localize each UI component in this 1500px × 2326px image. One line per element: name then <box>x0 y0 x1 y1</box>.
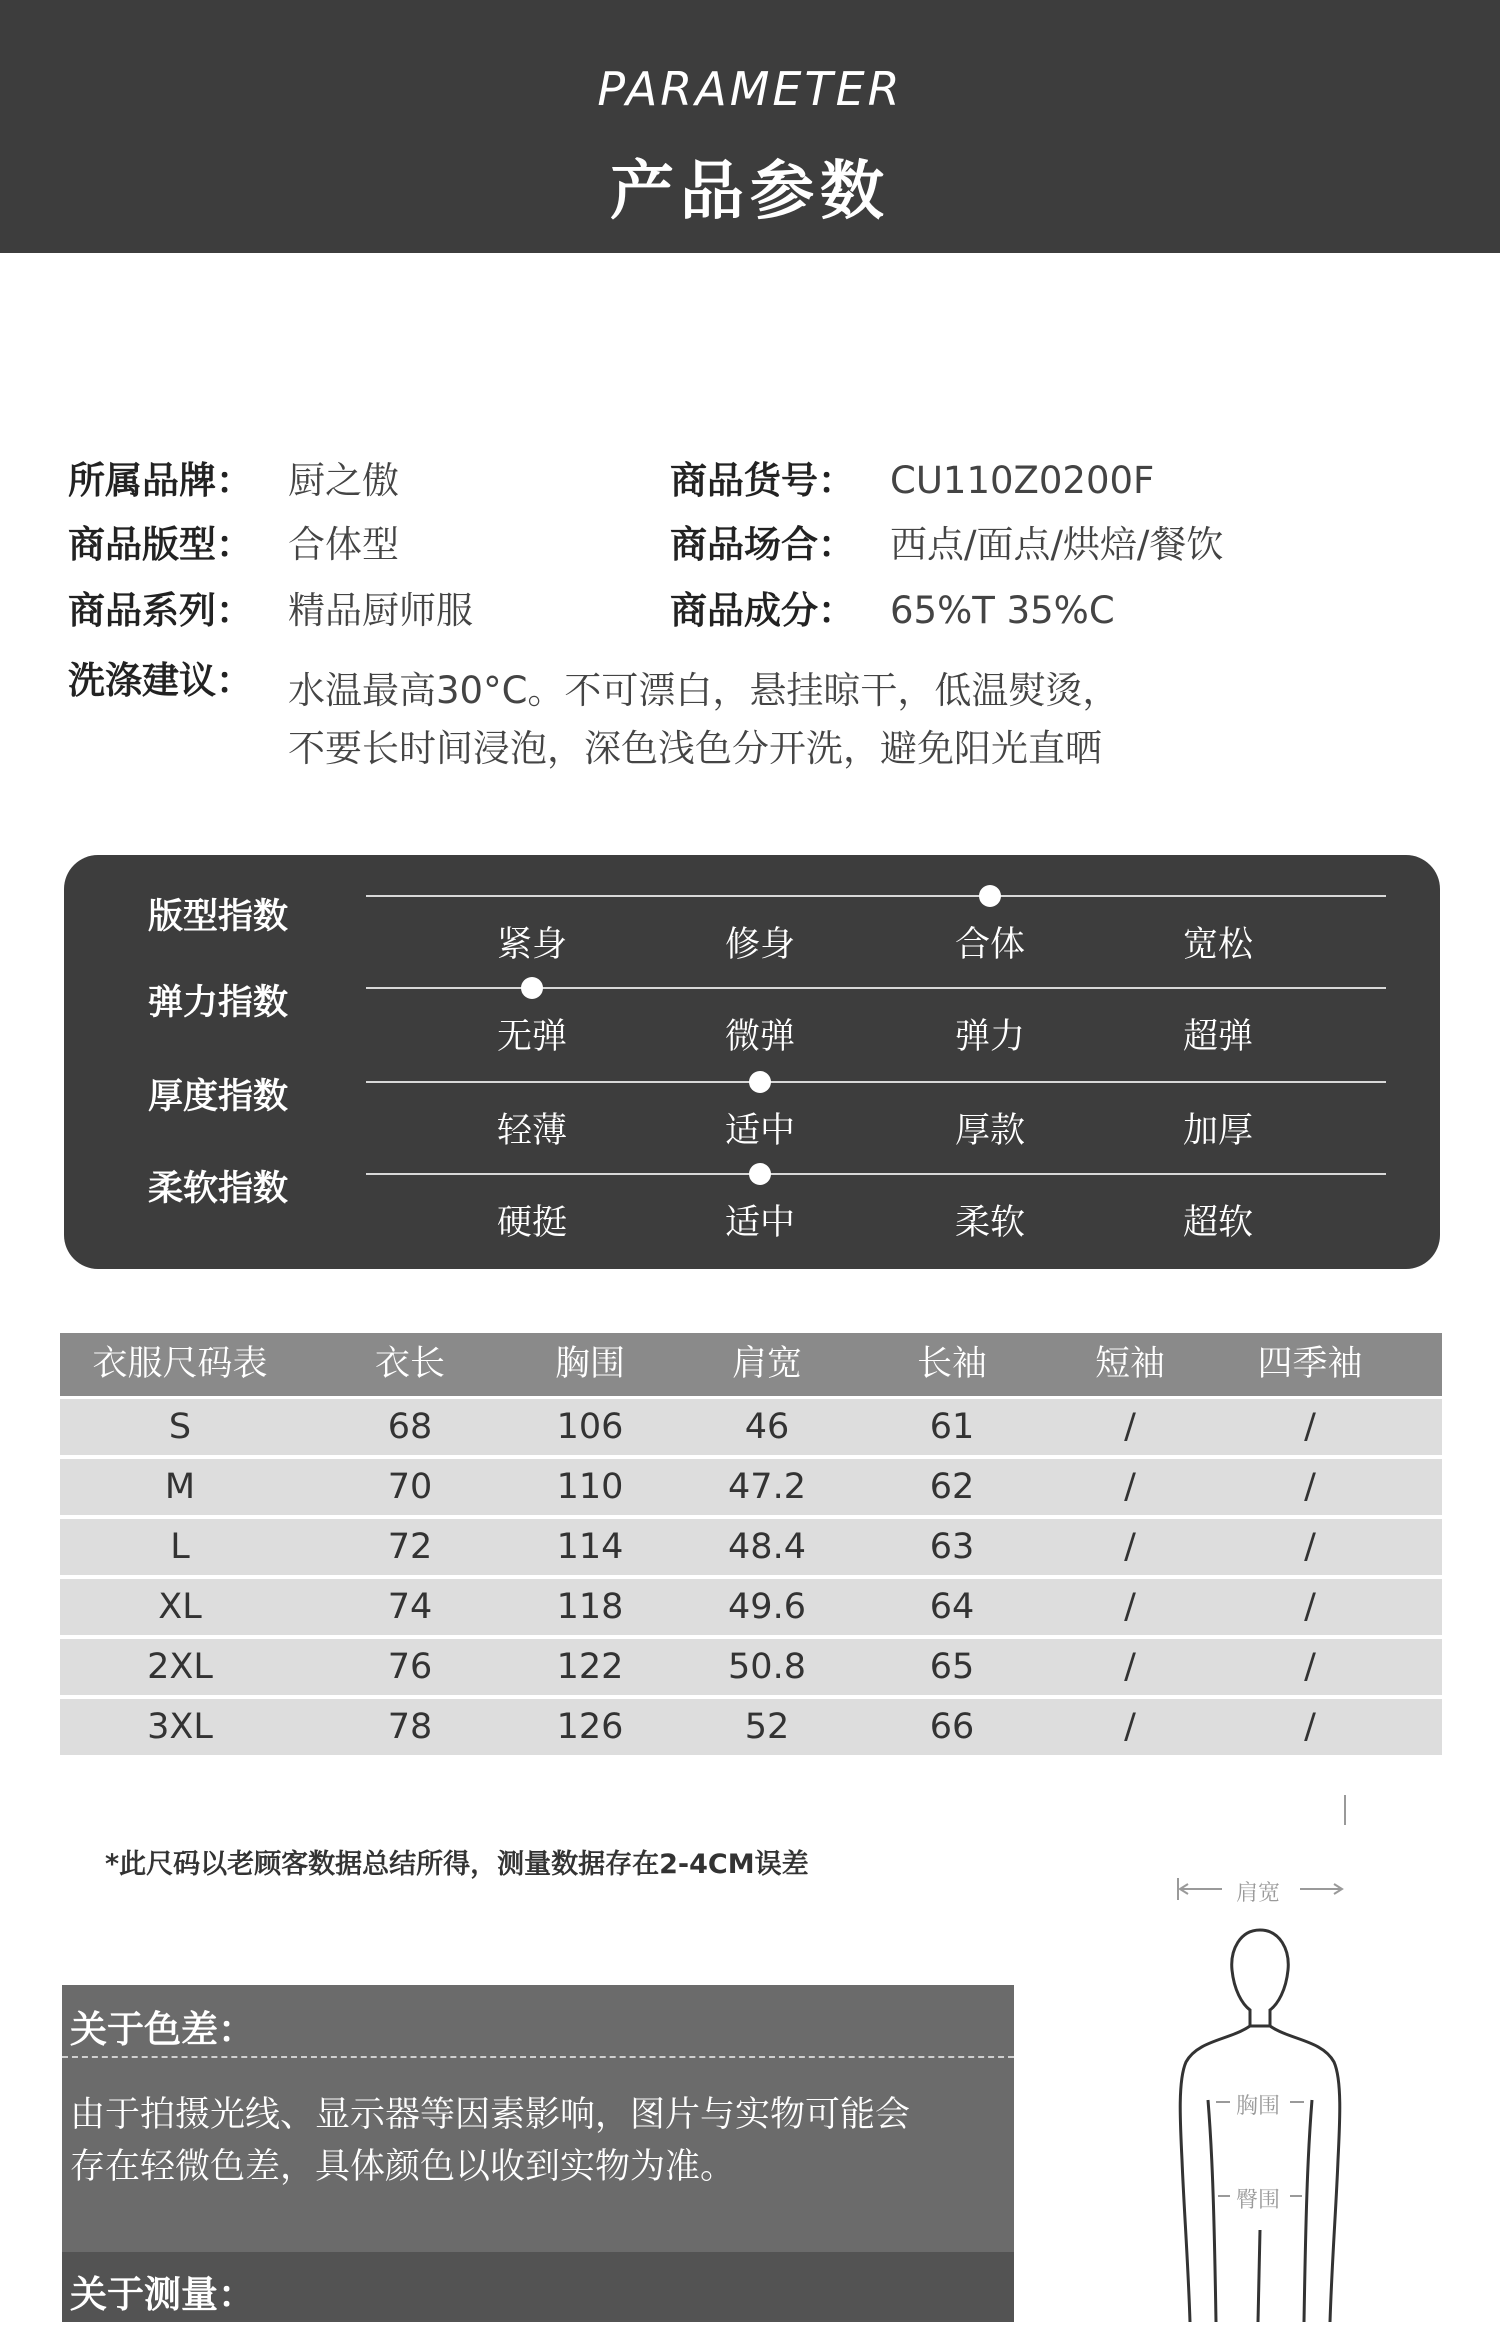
table-cell: / <box>1124 1587 1136 1627</box>
info-brand <box>68 450 399 504</box>
index-panel <box>64 855 1440 1269</box>
table-cell: / <box>1304 1407 1316 1447</box>
index-option: 硬挺 <box>496 1203 567 1243</box>
table-row <box>60 1579 1442 1635</box>
index-option: 适中 <box>724 1111 795 1151</box>
table-cell: 66 <box>929 1707 975 1747</box>
table-cell: M <box>164 1467 196 1507</box>
index-option: 柔软 <box>954 1203 1025 1243</box>
color-box-title: 关于色差： <box>70 2008 255 2051</box>
index-marker <box>749 1071 771 1093</box>
table-cell: 68 <box>387 1407 433 1447</box>
index-marker <box>979 885 1001 907</box>
measure-title: 关于测量： <box>70 2273 255 2316</box>
table-cell: 126 <box>556 1707 624 1747</box>
table-cell: 74 <box>387 1587 433 1627</box>
info-series <box>68 580 473 634</box>
info-value: 精品厨师服 <box>288 589 473 632</box>
table-cell: 63 <box>929 1527 975 1567</box>
size-table-header <box>60 1333 1442 1396</box>
table-cell: 50.8 <box>728 1647 806 1687</box>
color-box-line-1: 由于拍摄光线、显示器等因素影响，图片与实物可能会 <box>70 2095 911 2135</box>
table-header-cell: 短袖 <box>1094 1344 1165 1384</box>
table-cell: S <box>168 1407 192 1447</box>
body-outline-icon <box>1150 1790 1380 2322</box>
index-scale-line <box>366 895 1386 897</box>
table-header-cell: 衣服尺码表 <box>92 1344 268 1384</box>
index-label: 版型指数 <box>148 897 289 937</box>
info-composition <box>670 580 1115 634</box>
table-header-cell: 胸围 <box>554 1344 625 1384</box>
index-option: 无弹 <box>496 1017 567 1057</box>
table-cell: 64 <box>929 1587 975 1627</box>
index-option: 加厚 <box>1182 1111 1253 1151</box>
index-option: 紧身 <box>496 925 567 965</box>
index-scale-line <box>366 1173 1386 1175</box>
index-option: 轻薄 <box>496 1111 567 1151</box>
info-label: 商品版型： <box>68 523 253 566</box>
table-header-cell: 四季袖 <box>1257 1344 1363 1384</box>
index-option: 厚款 <box>954 1111 1025 1151</box>
index-option: 弹力 <box>954 1017 1025 1057</box>
table-cell: 2XL <box>147 1647 213 1687</box>
color-difference-box <box>62 1985 1014 2322</box>
table-cell: 118 <box>556 1587 624 1627</box>
table-row <box>60 1519 1442 1575</box>
info-label: 商品场合： <box>670 523 855 566</box>
table-cell: 106 <box>556 1407 624 1447</box>
index-option: 修身 <box>724 925 795 965</box>
table-cell: / <box>1304 1587 1316 1627</box>
table-cell: 110 <box>556 1467 624 1507</box>
table-cell: / <box>1124 1647 1136 1687</box>
table-row <box>60 1399 1442 1455</box>
table-cell: 114 <box>556 1527 624 1567</box>
index-label: 柔软指数 <box>148 1169 289 1209</box>
info-value: 厨之傲 <box>288 459 399 502</box>
info-label: 商品系列： <box>68 589 253 632</box>
table-cell: 52 <box>744 1707 790 1747</box>
table-row <box>60 1699 1442 1755</box>
table-cell: 47.2 <box>728 1467 806 1507</box>
table-cell: 122 <box>556 1647 624 1687</box>
table-cell: / <box>1124 1407 1136 1447</box>
table-cell: / <box>1304 1467 1316 1507</box>
header-title-cn: 产品参数 <box>610 155 890 229</box>
hip-label: 臀围 <box>1236 2188 1281 2213</box>
table-cell: L <box>170 1527 190 1567</box>
info-label: 所属品牌： <box>68 459 253 502</box>
table-header-cell: 衣长 <box>374 1344 445 1384</box>
index-option: 微弹 <box>724 1017 795 1057</box>
table-cell: XL <box>158 1587 202 1627</box>
table-cell: 46 <box>744 1407 790 1447</box>
table-row <box>60 1459 1442 1515</box>
index-label: 弹力指数 <box>148 983 289 1023</box>
info-value: 合体型 <box>288 523 399 566</box>
info-label: 商品成分： <box>670 589 855 632</box>
index-option: 合体 <box>954 925 1025 965</box>
table-cell: / <box>1124 1707 1136 1747</box>
info-value: 西点/面点/烘焙/餐饮 <box>890 523 1224 566</box>
info-fit <box>68 514 399 568</box>
table-cell: / <box>1304 1527 1316 1567</box>
table-cell: / <box>1124 1467 1136 1507</box>
table-row <box>60 1639 1442 1695</box>
index-marker <box>521 977 543 999</box>
header-title-en: PARAMETER <box>597 62 903 116</box>
table-header-cell: 长袖 <box>916 1344 987 1384</box>
header-banner <box>0 0 1500 253</box>
divider <box>62 2056 1014 2058</box>
wash-line-1: 水温最高30°C。不可漂白，悬挂晾干，低温熨烫， <box>288 669 1120 712</box>
table-cell: 65 <box>929 1647 975 1687</box>
table-cell: 3XL <box>147 1707 213 1747</box>
index-marker <box>749 1163 771 1185</box>
info-value: 65%T 35%C <box>890 589 1115 632</box>
table-cell: 78 <box>387 1707 433 1747</box>
index-label: 厚度指数 <box>148 1077 289 1117</box>
measure-section <box>62 2252 1014 2322</box>
info-occasion <box>670 514 1223 568</box>
index-scale-line <box>366 1081 1386 1083</box>
info-item-no <box>670 450 1154 504</box>
table-header-cell: 肩宽 <box>731 1344 802 1384</box>
shoulder-label: 肩宽 <box>1236 1881 1281 1906</box>
size-note: *此尺码以老顾客数据总结所得，测量数据存在2-4CM误差 <box>105 1849 809 1880</box>
table-cell: 62 <box>929 1467 975 1507</box>
table-cell: 76 <box>387 1647 433 1687</box>
body-measure-figure <box>1150 1790 1380 2322</box>
table-cell: / <box>1304 1707 1316 1747</box>
table-cell: / <box>1304 1647 1316 1687</box>
index-option: 适中 <box>724 1203 795 1243</box>
index-option: 宽松 <box>1182 925 1253 965</box>
index-option: 超弹 <box>1182 1017 1253 1057</box>
table-cell: 70 <box>387 1467 433 1507</box>
wash-line-2: 不要长时间浸泡，深色浅色分开洗，避免阳光直晒 <box>288 727 1102 770</box>
color-box-line-2: 存在轻微色差，具体颜色以收到实物为准。 <box>70 2147 736 2187</box>
table-cell: 61 <box>929 1407 975 1447</box>
info-label: 商品货号： <box>670 459 855 502</box>
info-value: CU110Z0200F <box>890 459 1155 502</box>
wash-label: 洗涤建议： <box>68 659 253 702</box>
table-cell: 49.6 <box>728 1587 806 1627</box>
index-scale-line <box>366 987 1386 989</box>
table-cell: 72 <box>387 1527 433 1567</box>
table-cell: 48.4 <box>728 1527 806 1567</box>
chest-label: 胸围 <box>1236 2094 1281 2119</box>
index-option: 超软 <box>1182 1203 1253 1243</box>
table-cell: / <box>1124 1527 1136 1567</box>
